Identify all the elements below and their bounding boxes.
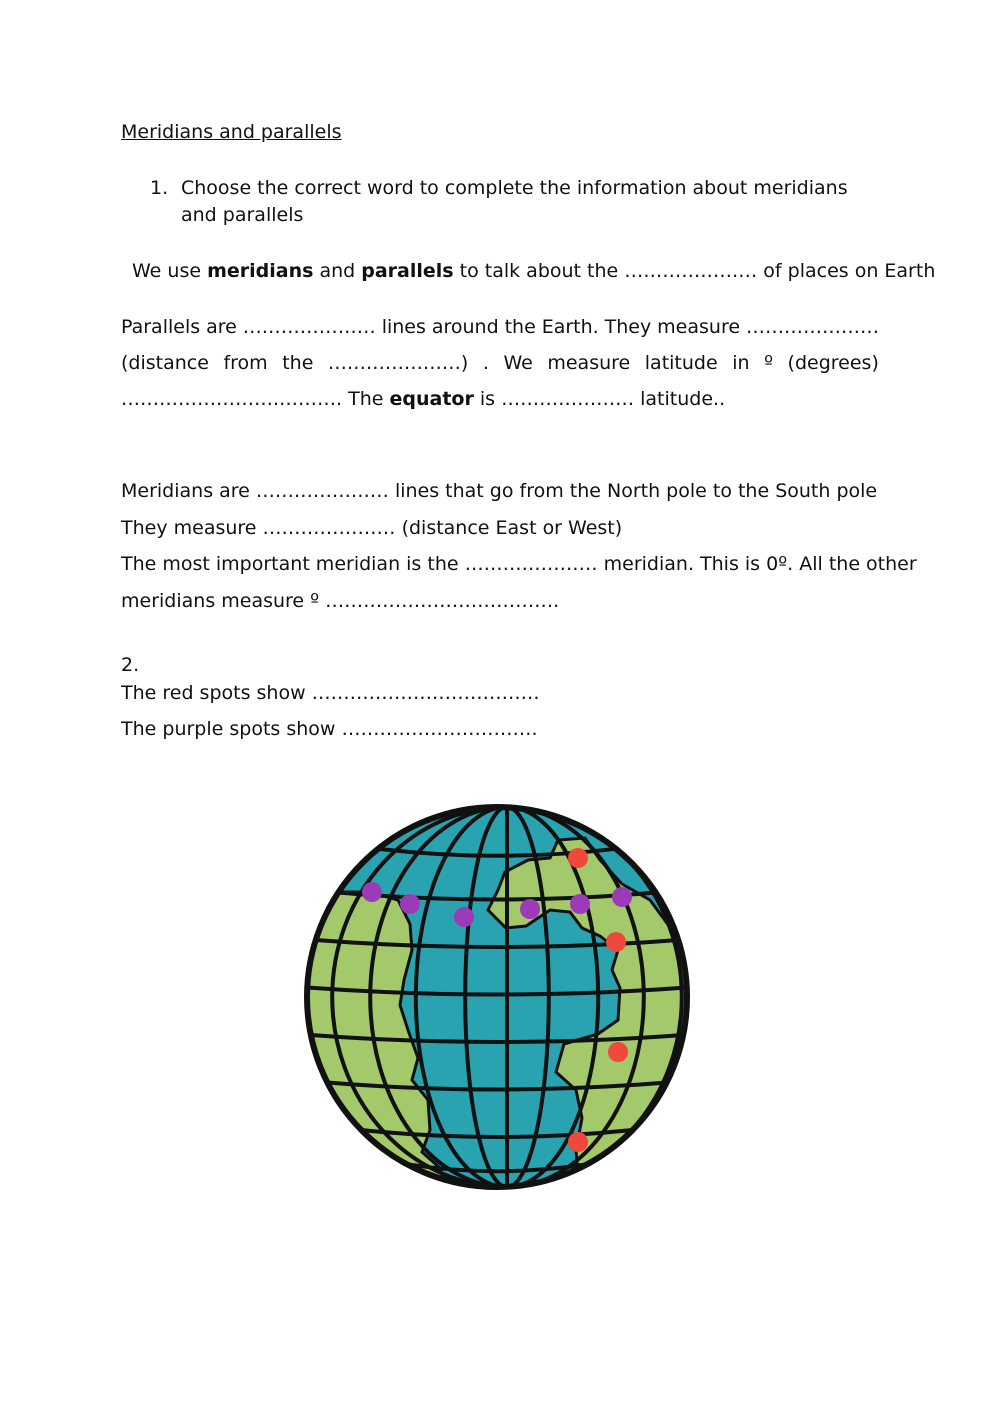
- purple-spots-sentence: The purple spots show ………………………….: [121, 718, 538, 740]
- word: Earth.: [541, 316, 599, 338]
- question-1-prompt: Choose the correct word to complete the information about meridians and parallels: [181, 177, 848, 226]
- word: Parallels: [121, 316, 201, 338]
- meridians-line-2: They measure ………………… (distance East or West): [121, 517, 623, 539]
- parallels-line-3-start: …………………….………. The: [121, 388, 390, 410]
- meridians-line-4: meridians measure º ……………………………….: [121, 590, 560, 612]
- word: in: [732, 352, 750, 374]
- purple-spot: [612, 887, 632, 907]
- intro-text-3: to talk about the ………………… of places on Earth: [453, 260, 936, 282]
- word: measure: [657, 316, 741, 338]
- word: (distance: [121, 352, 209, 374]
- word: We: [503, 352, 533, 374]
- red-spot: [568, 1132, 588, 1152]
- meridians-line-3: The most important meridian is the ………………… meridian. This is 0º. All the other: [121, 553, 917, 575]
- purple-spot: [362, 882, 382, 902]
- page-title: Meridians and parallels: [121, 121, 342, 143]
- word: latitude: [644, 352, 718, 374]
- globe-svg: [300, 800, 700, 1200]
- word: They: [604, 316, 652, 338]
- word: º: [764, 352, 774, 374]
- question-1-number: 1.: [150, 177, 169, 199]
- parallels-line-2: [121, 350, 879, 376]
- word: (degrees): [787, 352, 879, 374]
- red-spot: [606, 932, 626, 952]
- word: .: [482, 352, 489, 374]
- globe-illustration: [300, 800, 700, 1200]
- red-spot: [568, 848, 588, 868]
- intro-sentence: [132, 258, 935, 284]
- word: the: [504, 316, 536, 338]
- word: measure: [547, 352, 631, 374]
- red-spots-sentence: The red spots show ………………………………: [121, 682, 540, 704]
- intro-text-2: and: [313, 260, 362, 282]
- word: from: [223, 352, 268, 374]
- word: are: [206, 316, 237, 338]
- purple-spot: [400, 894, 420, 914]
- blank: …………………: [745, 316, 879, 338]
- word: the: [282, 352, 314, 374]
- parallels-line-3-end: is ………………… latitude..: [473, 388, 726, 410]
- intro-bold-parallels: parallels: [361, 260, 454, 282]
- purple-spot: [454, 907, 474, 927]
- blank: …………………): [327, 352, 469, 374]
- parallels-line-3: [121, 386, 725, 412]
- question-2-number: 2.: [121, 654, 140, 676]
- intro-text-1: We use: [132, 260, 208, 282]
- red-spot: [608, 1042, 628, 1062]
- blank: …………………: [242, 316, 376, 338]
- intro-bold-meridians: meridians: [207, 260, 314, 282]
- word: around: [431, 316, 499, 338]
- purple-spot: [520, 899, 540, 919]
- word: lines: [381, 316, 426, 338]
- bold-equator: equator: [389, 388, 474, 410]
- purple-spot: [570, 894, 590, 914]
- parallels-line-1: [121, 314, 879, 340]
- meridians-line-1: Meridians are ………………… lines that go from the North pole to the South pole: [121, 480, 878, 502]
